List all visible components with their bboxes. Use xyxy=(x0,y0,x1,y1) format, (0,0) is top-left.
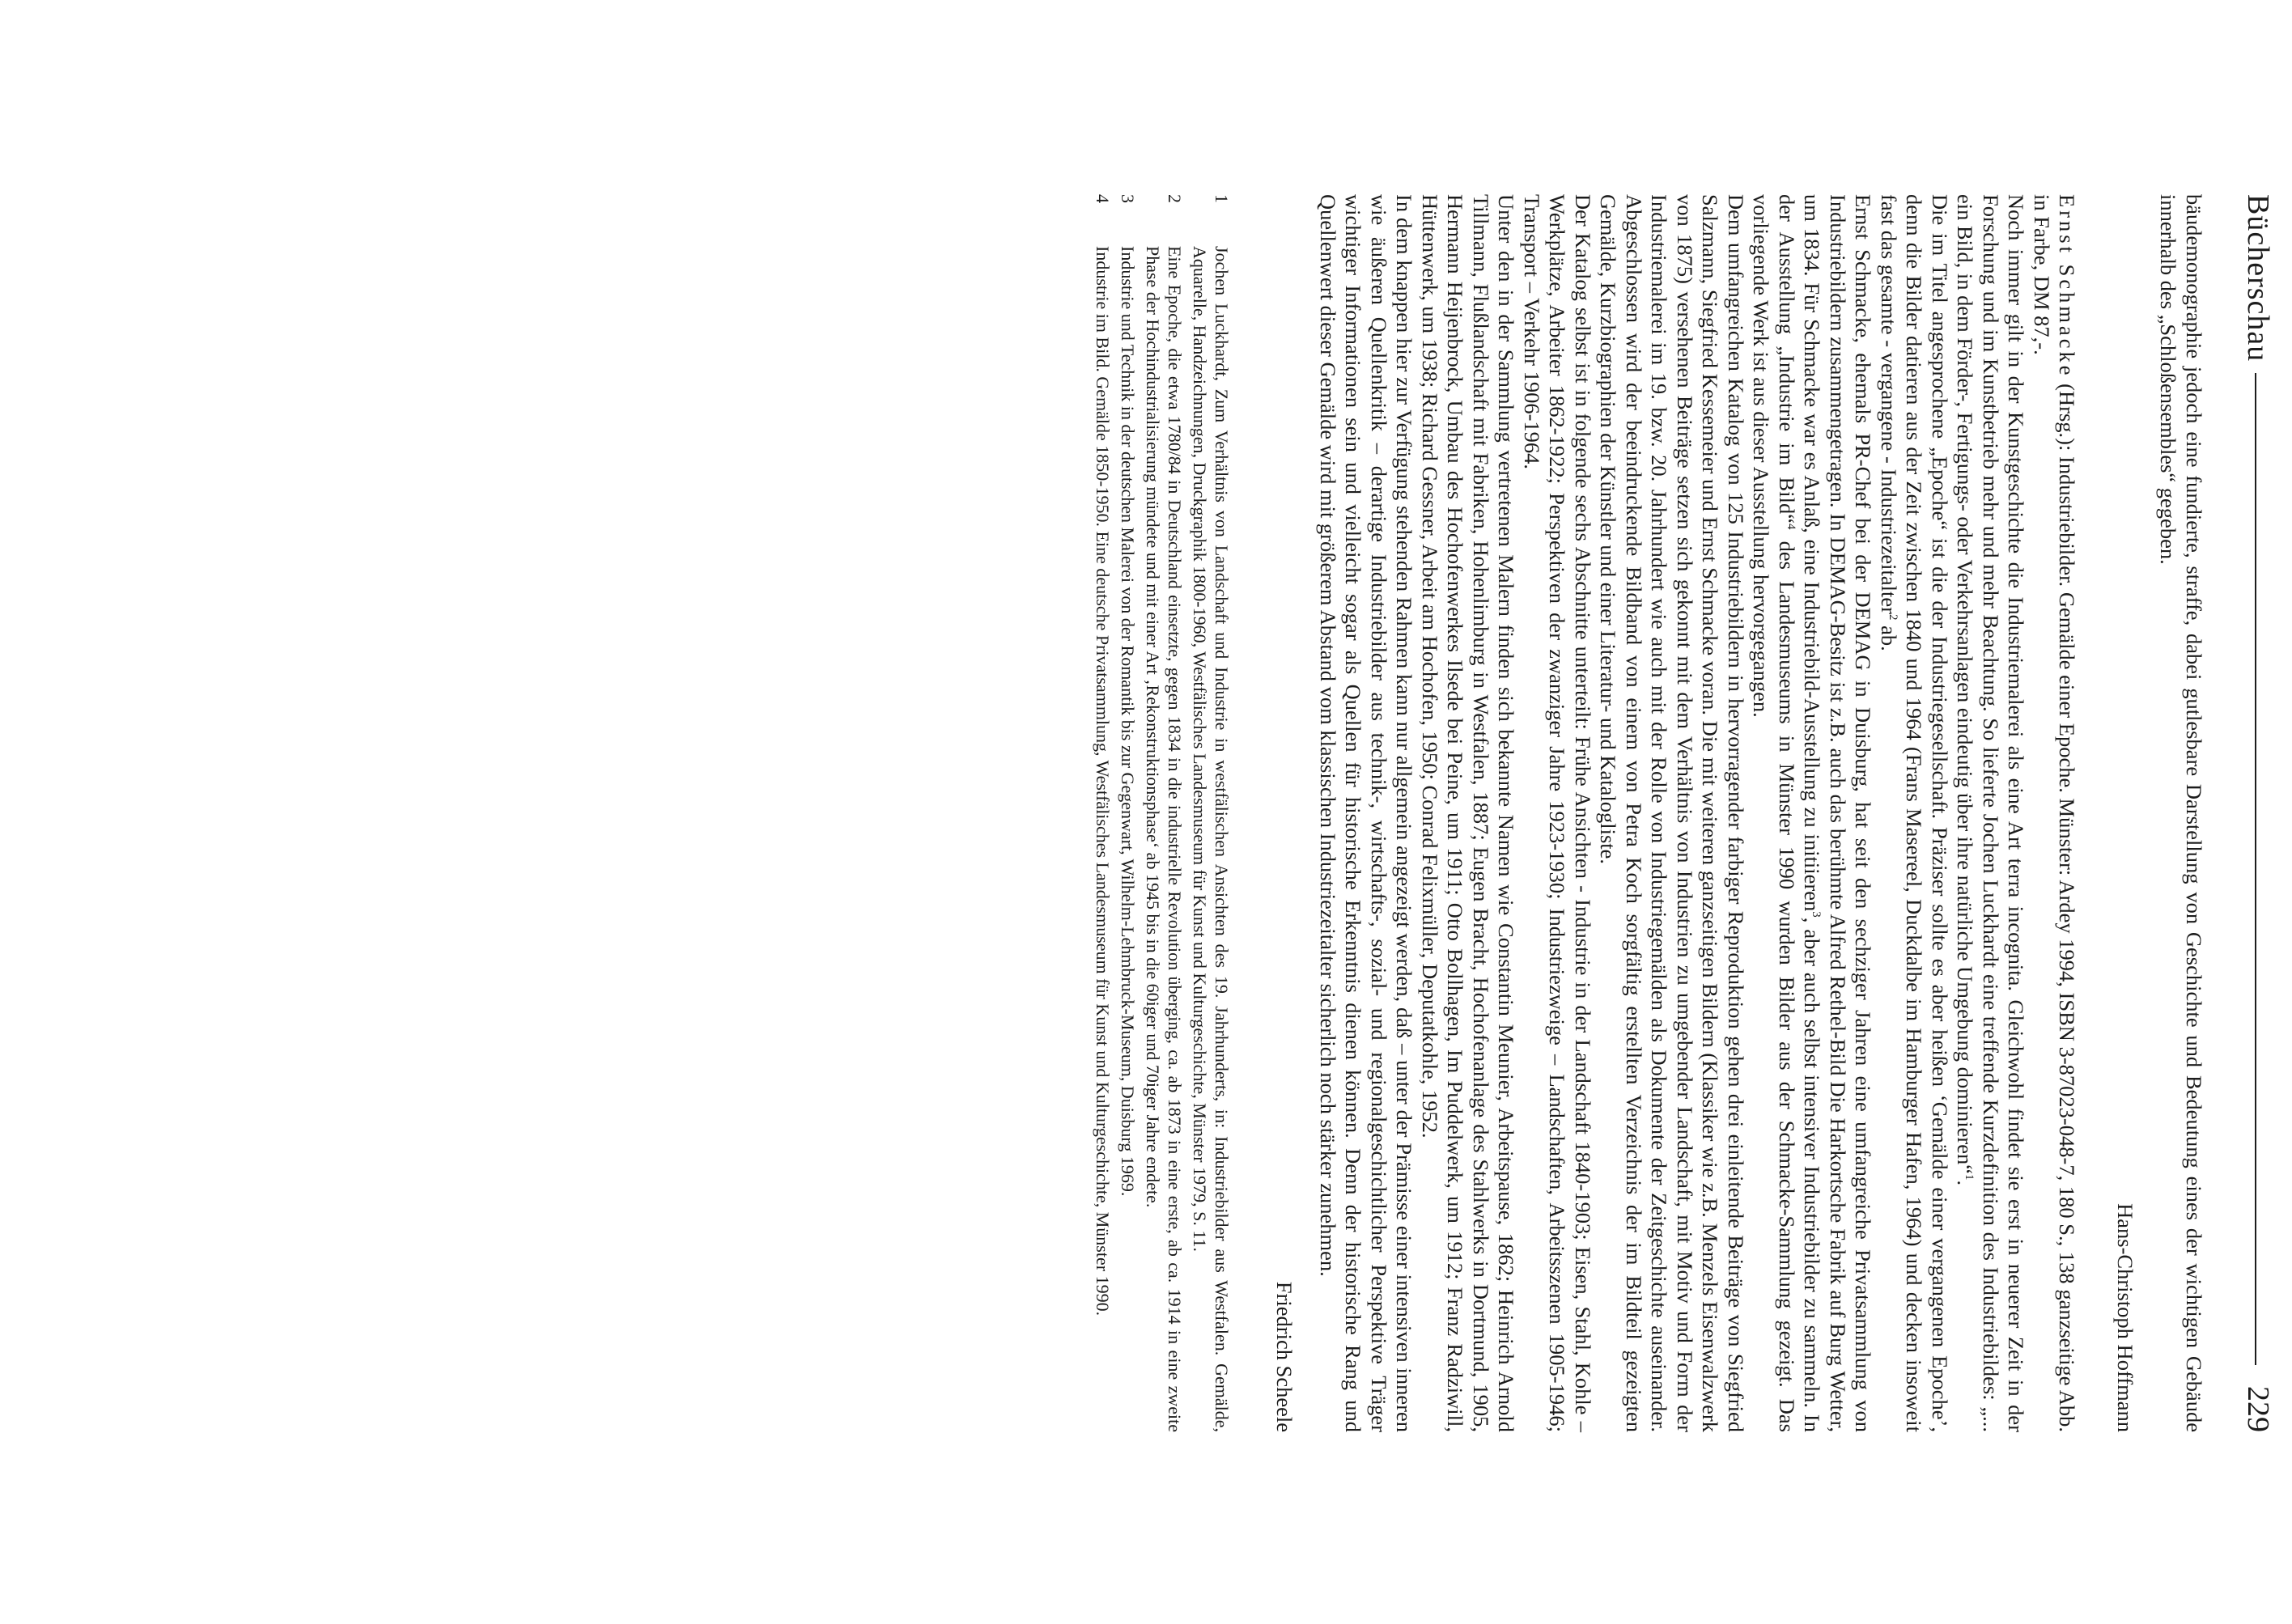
footnote-text: Eine Epoche, die etwa 1780/84 in Deutschland einsetzte, gegen 1834 in die industrielle Revolution überging, ca. ab 1873 in eine erste, ab ca. 1914 in eine zweite Phase der Hochindustrialisierung mündete und mit einer Art ‚Rekonstruktionsphase‘ ab 1945 bis in die 60iger und 70iger Jahre endete. xyxy=(1143,246,1185,1432)
footnote-number: 1 xyxy=(1212,194,1232,203)
review2-paragraph-6: Unter den in der Sammlung vertretenen Malern finden sich bekannte Namen wie Constantin Meunier, Arbeitspause, 1862; Heinrich Arnold Tillmann, Flußlandschaft mit Fabriken, Hohenlimburg in Westfalen, 1887; Eugen Bracht, Hochofenanlage des Stahlwerks in Dortmund, 1905, Hermann Heijenbrock, Umbau des Hochofenwerkes Ilsede bei Peine, um 1911; Otto Bollhagen, Im Puddelwerk, um 1912; Franz Radziwill, Hüttenwerk, um 1938; Richard Gessner, Arbeit am Hochofen, 1950; Conrad Felixmüller, Deputatkohle, 1952. xyxy=(1418,194,1519,1432)
header-rule xyxy=(2255,373,2256,1365)
review2-citation-text: (Hrsg.): Industriebilder. Gemälde einer Epoche. Münster: Ardey 1994, ISBN 3-87023-048-7, 180 S., 138 ganzseitige Abb. in Farbe, DM 87,-. xyxy=(2030,194,2080,1432)
paragraph-text: Die im Titel angesprochene „Epoche“ ist die der Industriegesellschaft. Präziser sollte es aber heißen ‘Gemälde einer vergangenen Epoche’, denn die Bilder datieren aus der Zeit zwischen 1840 und 1964 (Frans Masereel, Duckdalbe im Hamburger Hafen, 1964) und decken insoweit fast das gesamte - vergangene - Industriezeitalter xyxy=(1877,194,1952,1432)
review2-paragraph-7: In dem knappen hier zur Verfügung stehenden Rahmen kann nur allgemein angezeigt werden, daß – unter der Prämisse einer intensiven inneren wie äußeren Quellenkritik – derartige Industriebilder aus technik-, wirtschafts-, sozial- und regionalgeschichtlicher Perspektive Träger wichtiger Informationen sein und vielleicht sogar als Quellen für historische Erkenntnis dienen können. Denn der historische Rang und Quellenwert dieser Gemälde wird mit größerem Abstand vom klassischen Industriezeitalter sicherlich noch stärker zunehmen. xyxy=(1316,194,1417,1432)
footnote xyxy=(1117,194,1139,1432)
page-number: 229 xyxy=(2241,1386,2275,1432)
review2-paragraph-3 xyxy=(1748,194,1876,1432)
footnote-text: Jochen Luckhardt, Zum Verhältnis von Landschaft und Industrie in westfälischen Ansichten des 19. Jahrhunderts, in: Industriebilder aus Westfalen. Gemälde, Aquarelle, Handzeichnungen, Druckgraphik 1800-1960, Westfälisches Landesmuseum für Kunst und Kulturgeschichte, Münster 1979, S. 11. xyxy=(1190,246,1232,1432)
footnote-text: Industrie im Bild. Gemälde 1850-1950. Eine deutsche Privatsammlung, Westfälisches Landesmuseum für Kunst und Kulturgeschichte, Münster 1990. xyxy=(1093,246,1113,1317)
review2-paragraph-2 xyxy=(1876,194,1953,1432)
review2-paragraph-5: Der Katalog selbst ist in folgende sechs Abschnitte unterteilt: Frühe Ansichten - Industrie in der Landschaft 1840-1903; Eisen, Stahl, Kohle – Werkplätze, Arbeiter 1862-1922; Perspektiven der zwanziger Jahre 1923-1930; Industriezweige – Landschaften, Arbeitsszenen 1905-1946; Transport – Verkehr 1906-1964. xyxy=(1520,194,1595,1432)
paragraph-text: Ernst Schmacke, ehemals PR-Chef bei der DEMAG in Duisburg, hat seit den sechziger Jahren eine umfangreiche Privatsammlung von Industriebildern zusammengetragen. In DEMAG-Besitz ist z.B. auch das berühmte Alfred Rethel-Bild Die Harkortsche Fabrik auf Burg Wetter, um 1834. Für Schmacke war es Anlaß, eine Industriebild-Ausstellung zu initiieren xyxy=(1800,194,1876,1432)
page-content xyxy=(1089,194,2206,1432)
running-header xyxy=(2234,194,2282,1432)
review1-closing-paragraph: bäudemonographie jedoch eine fundierte, straffe, dabei gutlesbare Darstellung von Geschichte und Bedeutung eines der wichtigen Gebäude innerhalb des „Schloßensembles“ gegeben. xyxy=(2156,194,2206,1432)
footnote xyxy=(1092,194,1114,1432)
paragraph-text-cont: , aber auch selbst intensiver Industriebilder zu sammeln. In der Ausstellung „Industrie im Bild“ xyxy=(1775,194,1825,1433)
footnote-marker-1: 1 xyxy=(1963,1174,1976,1181)
review2-citation xyxy=(2029,194,2080,1432)
footnote-marker-4: 4 xyxy=(1784,523,1798,530)
review2-paragraph-1: Noch immer gilt in der Kunstgeschichte die Industriemalerei als eine Art terra incognita. Gleichwohl findet sie erst in neuerer Zeit in der Forschung und im Kunstbetrieb mehr und mehr Beachtung. So lieferte Jochen Luckhardt eine treffende Kurzdefinition des Industriebildes: „... ein Bild, in dem Förder-, Fertigungs- oder Verkehrsanlagen eindeutig über ihre natürliche Umgebung dominieren“$^1$. xyxy=(1953,194,2029,1432)
review2-paragraph-4: Dem umfangreichen Katalog von 125 Industriebildern in hervorragender farbiger Reproduktion gehen drei einleitende Beiträge von Siegfried Salzmann, Siegfried Kessemeier und Ernst Schmacke voran. Die mit weiteren ganzseitigen Bildern (Klassiker wie z.B. Menzels Eisenwalzwerk von 1875) versehenen Beiträge setzen sich gekonnt mit dem Verhältnis von Industrien zu umgebender Landschaft, mit Motiv und Form der Industriemalerei im 19. bzw. 20. Jahrhundert wie auch mit der Rolle von Industriegemälden als Dokumente der Zeitgeschichte auseinander. Abgeschlossen wird der beeindruckende Bildband von einem von Petra Koch sorgfältig erstellten Verzeichnis der im Bildteil gezeigten Gemälde, Kurzbiographien der Künstler und einer Literatur- und Katalogliste. xyxy=(1596,194,1748,1432)
section-title: Bücherschau xyxy=(2241,194,2275,363)
footnotes xyxy=(1092,194,1233,1432)
footnote xyxy=(1142,194,1186,1432)
footnote-number: 3 xyxy=(1118,194,1138,203)
paragraph-text: Noch immer gilt in der Kunstgeschichte die Industriemalerei als eine Art terra incognita. Gleichwohl findet sie erst in neuerer Zeit in der Forschung und im Kunstbetrieb mehr und mehr Beachtung. So lieferte Jochen Luckhardt eine treffende Kurzdefinition des Industriebildes: „... ein Bild, in dem Förder-, Fertigungs- oder Verkehrsanlagen eindeutig über ihre natürliche Umgebung dominieren“ xyxy=(1953,194,2029,1432)
paragraph-text-end: des Landesmuseums in Münster 1990 wurden Bilder aus der Schmacke-Sammlung gezeigt. Das vorliegende Werk ist aus dieser Ausstellung hervorgegangen. xyxy=(1749,194,1799,1432)
footnote-marker-2: 2 xyxy=(1886,613,1899,621)
footnote-number: 4 xyxy=(1093,194,1113,203)
review2-editor: Ernst Schmacke xyxy=(2055,194,2080,379)
footnote-text: Industrie und Technik in der deutschen Malerei von der Romantik bis zur Gegenwart, Wilhelm-Lehmbruck-Museum, Duisburg 1969. xyxy=(1118,246,1138,1197)
paragraph-text-end: ab. xyxy=(1877,625,1901,651)
review2-signature: Friedrich Scheele xyxy=(1272,1281,1297,1432)
footnote-marker-3: 3 xyxy=(1810,911,1823,918)
footnote-number: 2 xyxy=(1165,194,1185,203)
review1-signature: Hans-Christoph Hoffmann xyxy=(2113,1203,2137,1432)
footnote xyxy=(1189,194,1233,1432)
